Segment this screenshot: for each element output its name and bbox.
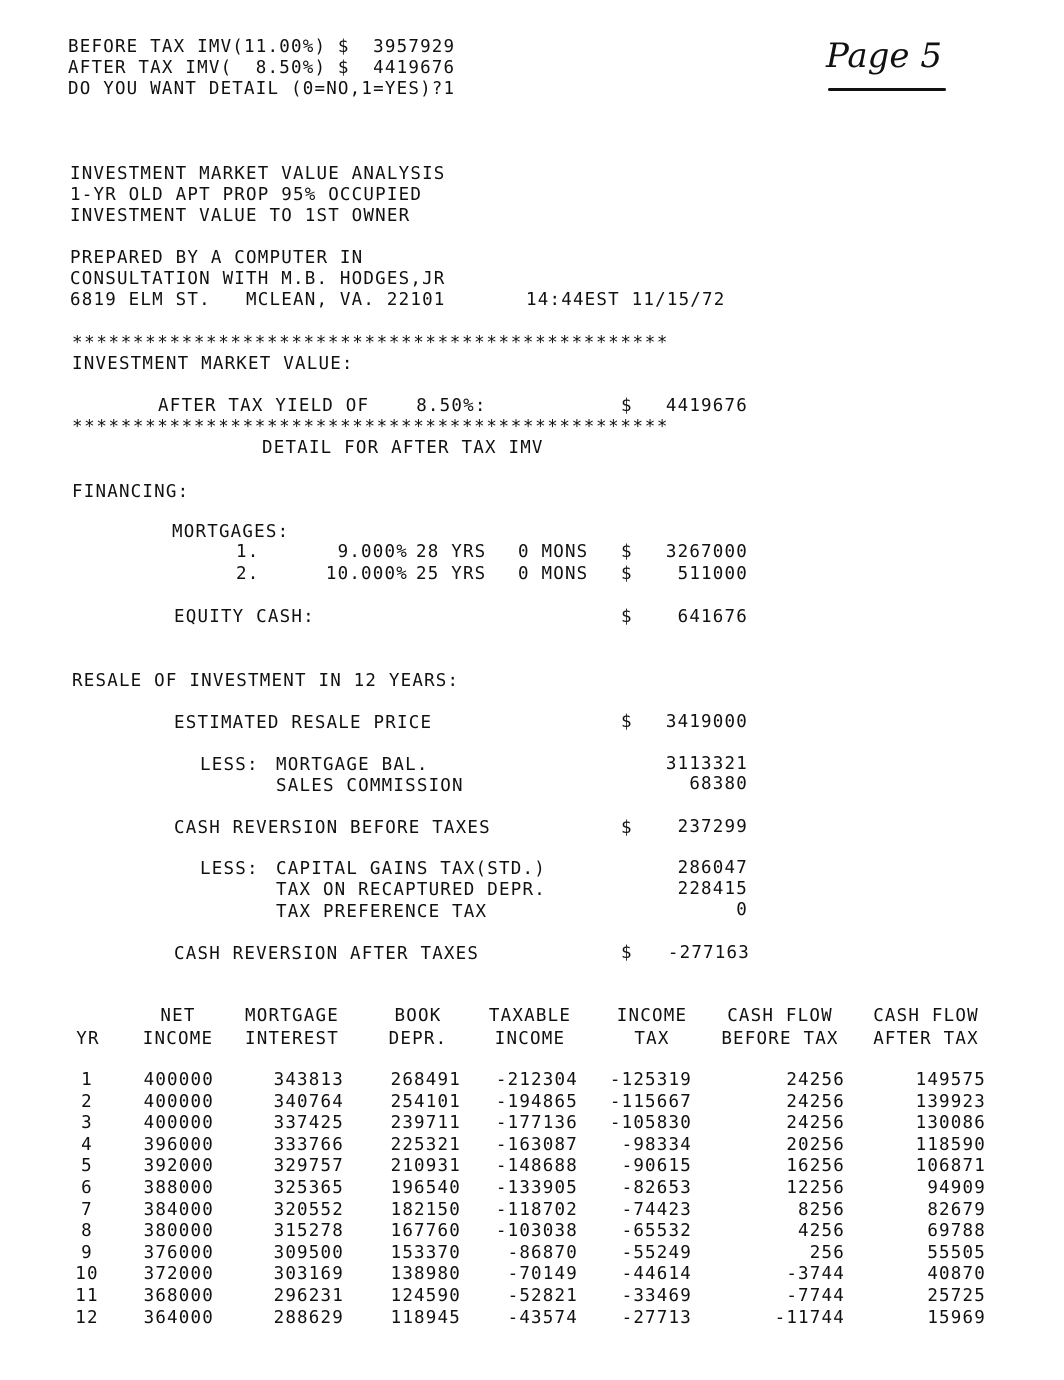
table-cell-yr: 11 xyxy=(75,1286,99,1306)
recaptured-value: 228415 xyxy=(677,879,748,899)
table-cell-book-depr: 182150 xyxy=(390,1199,461,1220)
table-cell-cash-flow-before-tax: -11744 xyxy=(774,1307,845,1328)
mortgages-label: MORTGAGES: xyxy=(172,522,290,542)
table-cell-taxable-income: -103038 xyxy=(495,1221,578,1242)
page-label-underline xyxy=(828,88,946,91)
mortgage-amount: 3267000 xyxy=(665,542,748,562)
table-cell-income-tax: -55249 xyxy=(621,1242,692,1263)
table-cell-net-income: 400000 xyxy=(143,1091,214,1112)
table-cell-mortgage-interest: 320552 xyxy=(273,1199,344,1220)
table-cell-book-depr: 268491 xyxy=(390,1070,461,1090)
table-cell-income-tax: -90615 xyxy=(621,1156,692,1177)
prepared-line-1: PREPARED BY A COMPUTER IN xyxy=(70,248,364,268)
table-cell-mortgage-interest: 288629 xyxy=(273,1307,344,1328)
sales-commission-value: 68380 xyxy=(689,774,748,794)
prepared-line-3: 6819 ELM ST. MCLEAN, VA. 22101 xyxy=(70,290,446,310)
star-divider-top: ************************************************* xyxy=(72,333,670,353)
table-cell-cash-flow-after-tax: 15969 xyxy=(927,1307,986,1328)
table-cell-net-income: 392000 xyxy=(143,1156,214,1177)
table-cell-yr: 12 xyxy=(75,1307,99,1328)
table-cell-yr: 2 xyxy=(81,1091,93,1112)
table-cell-cash-flow-before-tax: 20256 xyxy=(786,1134,845,1155)
table-cell-yr: 8 xyxy=(81,1221,93,1242)
table-cell-cash-flow-before-tax: 4256 xyxy=(798,1221,845,1242)
table-cell-taxable-income: -148688 xyxy=(495,1156,578,1177)
table-cell-book-depr: 138980 xyxy=(390,1264,461,1285)
cash-after-label: CASH REVERSION AFTER TAXES xyxy=(174,944,480,964)
table-cell-book-depr: 153370 xyxy=(390,1242,461,1263)
table-cell-taxable-income: -212304 xyxy=(495,1070,578,1090)
table-cell-yr: 10 xyxy=(75,1264,99,1285)
table-cell-mortgage-interest: 337425 xyxy=(273,1113,344,1134)
table-cell-income-tax: -125319 xyxy=(609,1070,692,1090)
table-cell-mortgage-interest: 340764 xyxy=(273,1091,344,1112)
table-cell-yr: 5 xyxy=(81,1156,93,1177)
table-cell-cash-flow-before-tax: 24256 xyxy=(786,1113,845,1134)
financing-label: FINANCING: xyxy=(72,482,190,502)
column-header-net-income: NET xyxy=(160,1006,196,1026)
table-cell-income-tax: -33469 xyxy=(621,1286,692,1306)
table-cell-cash-flow-after-tax: 40870 xyxy=(927,1264,986,1285)
table-cell-net-income: 376000 xyxy=(143,1242,214,1263)
table-cell-mortgage-interest: 309500 xyxy=(273,1242,344,1263)
less-label-1: LESS: xyxy=(200,755,259,775)
table-cell-income-tax: -65532 xyxy=(621,1221,692,1242)
column-header-net-income: INCOME xyxy=(142,1029,214,1049)
mortgage-bal-value: 3113321 xyxy=(665,754,748,774)
column-header-cash-flow-before-tax: CASH FLOW xyxy=(727,1006,833,1026)
table-cell-yr: 3 xyxy=(81,1113,93,1134)
title-line-3: INVESTMENT VALUE TO 1ST OWNER xyxy=(70,206,411,226)
header-after-tax-imv: AFTER TAX IMV( 8.50%) $ 4419676 xyxy=(68,58,456,78)
table-cell-mortgage-interest: 325365 xyxy=(273,1178,344,1198)
column-header-yr: YR xyxy=(76,1029,100,1049)
table-cell-book-depr: 239711 xyxy=(390,1113,461,1134)
table-cell-book-depr: 167760 xyxy=(390,1221,461,1242)
table-cell-net-income: 400000 xyxy=(143,1113,214,1134)
table-cell-net-income: 380000 xyxy=(143,1221,214,1242)
table-cell-yr: 7 xyxy=(81,1199,93,1220)
table-cell-cash-flow-before-tax: -3744 xyxy=(786,1264,845,1285)
table-cell-mortgage-interest: 333766 xyxy=(273,1134,344,1155)
sales-commission-label: SALES COMMISSION xyxy=(276,776,464,796)
table-cell-net-income: 388000 xyxy=(143,1178,214,1198)
cash-after-value: -277163 xyxy=(667,943,750,963)
column-header-cash-flow-after-tax: CASH FLOW xyxy=(873,1006,979,1026)
column-header-income-tax: INCOME xyxy=(616,1006,688,1026)
table-cell-taxable-income: -43574 xyxy=(507,1307,578,1328)
mortgage-amount: 511000 xyxy=(677,564,748,584)
imv-value: 4419676 xyxy=(665,396,748,416)
mortgage-currency: $ xyxy=(621,564,633,584)
prepared-line-2: CONSULTATION WITH M.B. HODGES,JR xyxy=(70,269,446,289)
mortgage-num: 2. xyxy=(236,564,260,584)
equity-label: EQUITY CASH: xyxy=(174,607,315,627)
table-cell-yr: 1 xyxy=(81,1070,93,1090)
table-cell-income-tax: -74423 xyxy=(621,1199,692,1220)
table-cell-yr: 4 xyxy=(81,1134,93,1155)
table-cell-income-tax: -98334 xyxy=(621,1134,692,1155)
page-label: Page 5 xyxy=(826,36,942,76)
table-cell-cash-flow-after-tax: 130086 xyxy=(915,1113,986,1134)
title-line-2: 1-YR OLD APT PROP 95% OCCUPIED xyxy=(70,185,423,205)
cap-gains-label: CAPITAL GAINS TAX(STD.) xyxy=(276,859,546,879)
mortgage-mons: 0 MONS xyxy=(518,542,589,562)
table-cell-taxable-income: -70149 xyxy=(507,1264,578,1285)
column-header-taxable-income: INCOME xyxy=(494,1029,566,1049)
table-cell-cash-flow-before-tax: 8256 xyxy=(798,1199,845,1220)
column-header-taxable-income: TAXABLE xyxy=(488,1006,572,1026)
column-header-mortgage-interest: INTEREST xyxy=(245,1029,339,1049)
mortgage-rate: 10.000% xyxy=(325,564,408,584)
mortgage-rate: 9.000% xyxy=(337,542,408,562)
resale-heading: RESALE OF INVESTMENT IN 12 YEARS: xyxy=(72,671,460,691)
table-cell-cash-flow-after-tax: 149575 xyxy=(915,1070,986,1090)
table-cell-mortgage-interest: 296231 xyxy=(273,1286,344,1306)
table-cell-net-income: 384000 xyxy=(143,1199,214,1220)
table-cell-mortgage-interest: 343813 xyxy=(273,1070,344,1090)
table-cell-cash-flow-after-tax: 69788 xyxy=(927,1221,986,1242)
column-header-cash-flow-before-tax: BEFORE TAX xyxy=(721,1029,839,1049)
equity-value: 641676 xyxy=(677,607,748,627)
table-cell-taxable-income: -86870 xyxy=(507,1242,578,1263)
header-detail-prompt: DO YOU WANT DETAIL (0=NO,1=YES)?1 xyxy=(68,79,456,99)
table-cell-taxable-income: -52821 xyxy=(507,1286,578,1306)
title-line-1: INVESTMENT MARKET VALUE ANALYSIS xyxy=(70,164,446,184)
table-cell-cash-flow-before-tax: 24256 xyxy=(786,1070,845,1090)
table-cell-cash-flow-before-tax: 16256 xyxy=(786,1156,845,1177)
mortgage-years: 28 YRS xyxy=(416,542,487,562)
table-cell-book-depr: 124590 xyxy=(390,1286,461,1306)
imv-label: INVESTMENT MARKET VALUE: xyxy=(72,354,354,374)
table-cell-yr: 6 xyxy=(81,1178,93,1198)
recaptured-label: TAX ON RECAPTURED DEPR. xyxy=(276,880,546,900)
resale-price-value: 3419000 xyxy=(665,712,748,732)
equity-currency: $ xyxy=(621,607,633,627)
imv-yield-label: AFTER TAX YIELD OF 8.50%: xyxy=(158,396,487,416)
table-cell-net-income: 400000 xyxy=(143,1070,214,1090)
table-cell-net-income: 372000 xyxy=(143,1264,214,1285)
cash-before-value: 237299 xyxy=(677,817,748,837)
table-cell-cash-flow-after-tax: 139923 xyxy=(915,1091,986,1112)
mortgage-mons: 0 MONS xyxy=(518,564,589,584)
table-cell-taxable-income: -163087 xyxy=(495,1134,578,1155)
table-cell-income-tax: -27713 xyxy=(621,1307,692,1328)
imv-currency: $ xyxy=(621,396,633,416)
table-cell-taxable-income: -177136 xyxy=(495,1113,578,1134)
table-cell-net-income: 396000 xyxy=(143,1134,214,1155)
cash-before-label: CASH REVERSION BEFORE TAXES xyxy=(174,818,491,838)
prepared-timestamp: 14:44EST 11/15/72 xyxy=(526,290,726,310)
mortgage-bal-label: MORTGAGE BAL. xyxy=(276,755,429,775)
table-cell-taxable-income: -118702 xyxy=(495,1199,578,1220)
cap-gains-value: 286047 xyxy=(677,858,748,878)
table-cell-book-depr: 225321 xyxy=(390,1134,461,1155)
table-cell-taxable-income: -194865 xyxy=(495,1091,578,1112)
star-divider-bottom: ************************************************* xyxy=(72,417,670,437)
resale-price-label: ESTIMATED RESALE PRICE xyxy=(174,713,433,733)
table-cell-cash-flow-after-tax: 118590 xyxy=(915,1134,986,1155)
mortgage-years: 25 YRS xyxy=(416,564,487,584)
preference-label: TAX PREFERENCE TAX xyxy=(276,902,488,922)
table-cell-income-tax: -82653 xyxy=(621,1178,692,1198)
table-cell-income-tax: -115667 xyxy=(609,1091,692,1112)
table-cell-income-tax: -44614 xyxy=(621,1264,692,1285)
table-cell-book-depr: 118945 xyxy=(390,1307,461,1328)
cash-before-currency: $ xyxy=(621,818,633,838)
table-cell-mortgage-interest: 329757 xyxy=(273,1156,344,1177)
table-cell-book-depr: 196540 xyxy=(390,1178,461,1198)
table-cell-income-tax: -105830 xyxy=(609,1113,692,1134)
column-header-mortgage-interest: MORTGAGE xyxy=(245,1006,339,1026)
table-cell-cash-flow-before-tax: 24256 xyxy=(786,1091,845,1112)
column-header-cash-flow-after-tax: AFTER TAX xyxy=(873,1029,979,1049)
table-cell-cash-flow-before-tax: 256 xyxy=(809,1242,845,1263)
cash-after-currency: $ xyxy=(621,943,633,963)
table-cell-cash-flow-before-tax: -7744 xyxy=(786,1286,845,1306)
table-cell-cash-flow-after-tax: 25725 xyxy=(927,1286,986,1306)
column-header-book-depr: BOOK xyxy=(394,1006,442,1026)
table-cell-mortgage-interest: 315278 xyxy=(273,1221,344,1242)
table-cell-cash-flow-before-tax: 12256 xyxy=(786,1178,845,1198)
less-label-2: LESS: xyxy=(200,859,259,879)
table-cell-mortgage-interest: 303169 xyxy=(273,1264,344,1285)
table-cell-cash-flow-after-tax: 82679 xyxy=(927,1199,986,1220)
table-cell-book-depr: 210931 xyxy=(390,1156,461,1177)
table-cell-net-income: 368000 xyxy=(143,1286,214,1306)
header-before-tax-imv: BEFORE TAX IMV(11.00%) $ 3957929 xyxy=(68,37,456,57)
column-header-income-tax: TAX xyxy=(634,1029,670,1049)
table-cell-taxable-income: -133905 xyxy=(495,1178,578,1198)
table-cell-yr: 9 xyxy=(81,1242,93,1263)
preference-value: 0 xyxy=(736,900,748,920)
table-cell-cash-flow-after-tax: 94909 xyxy=(927,1178,986,1198)
mortgage-currency: $ xyxy=(621,542,633,562)
column-header-book-depr: DEPR. xyxy=(388,1029,448,1049)
table-cell-net-income: 364000 xyxy=(143,1307,214,1328)
table-cell-cash-flow-after-tax: 55505 xyxy=(927,1242,986,1263)
resale-price-currency: $ xyxy=(621,712,633,732)
table-cell-book-depr: 254101 xyxy=(390,1091,461,1112)
detail-heading: DETAIL FOR AFTER TAX IMV xyxy=(262,438,544,458)
mortgage-num: 1. xyxy=(236,542,260,562)
table-cell-cash-flow-after-tax: 106871 xyxy=(915,1156,986,1177)
